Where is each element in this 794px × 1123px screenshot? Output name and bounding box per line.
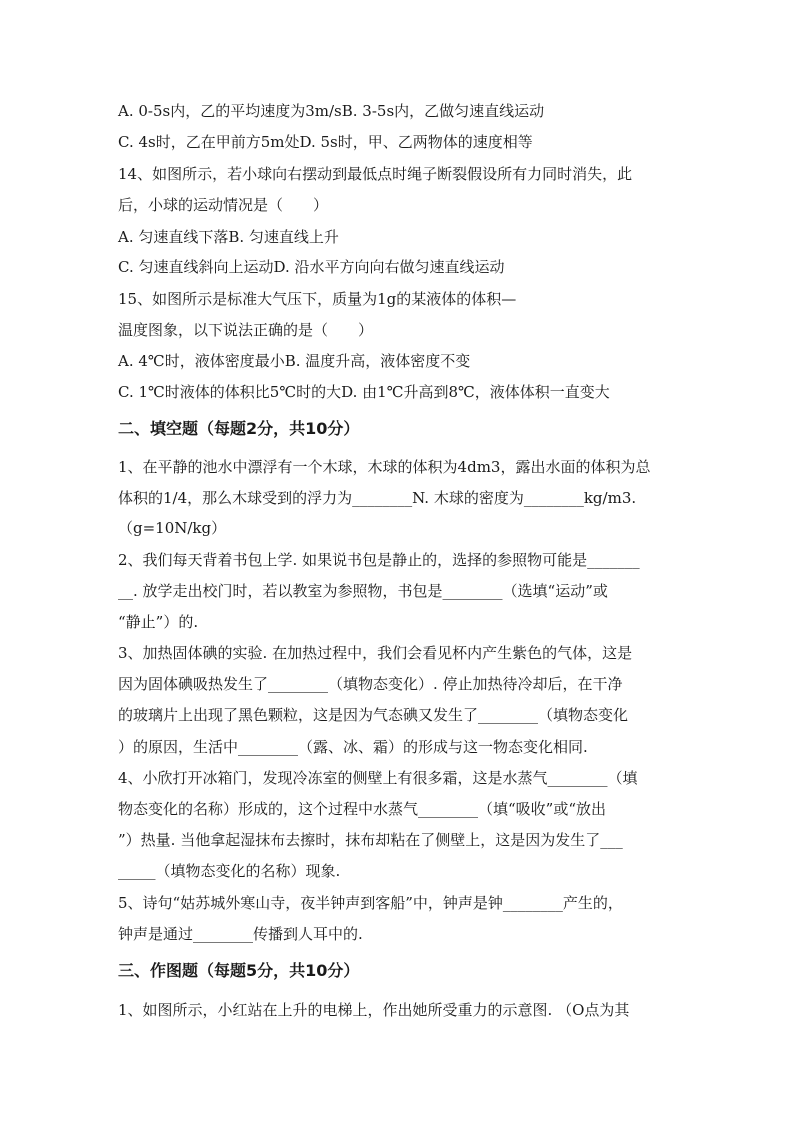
fill-q4-line-1: 4、小欣打开冰箱门，发现冷冻室的侧壁上有很多霜，这是水蒸气________（填 — [118, 769, 638, 787]
fill-q3-line-1: 3、加热固体碘的实验. 在加热过程中，我们会看见杯内产生紫色的气体，这是 — [118, 644, 633, 662]
fill-q1-line-1: 1、在平静的池水中漂浮有一个木球，木球的体积为4dm3，露出水面的体积为总 — [118, 458, 651, 476]
fill-q1-line-2: 体积的1/4，那么木球受到的浮力为________N. 木球的密度为________kg/m3. — [118, 489, 637, 507]
q14-stem-line-1: 14、如图所示，若小球向右摆动到最低点时绳子断裂假设所有力同时消失，此 — [118, 165, 633, 183]
q15-stem-line-1: 15、如图所示是标准大气压下，质量为1g的某液体的体积— — [118, 290, 517, 308]
q13-options-cd: C. 4s时，乙在甲前方5m处D. 5s时，甲、乙两物体的速度相等 — [118, 133, 533, 151]
q13-options-ab: A. 0-5s内，乙的平均速度为3m/sB. 3-5s内，乙做匀速直线运动 — [118, 102, 545, 120]
fill-q2-line-1: 2、我们每天背着书包上学. 如果说书包是静止的，选择的参照物可能是_______ — [118, 551, 640, 569]
q15-options-ab: A. 4℃时，液体密度最小B. 温度升高，液体密度不变 — [118, 352, 471, 370]
q15-stem-line-2: 温度图象，以下说法正确的是（ ） — [118, 321, 374, 339]
q14-options-ab: A. 匀速直线下落B. 匀速直线上升 — [118, 228, 339, 246]
fill-q2-line-2: __. 放学走出校门时，若以教室为参照物，书包是________（选填“运动”或 — [118, 582, 608, 600]
q14-stem-line-2: 后，小球的运动情况是（ ） — [118, 196, 329, 214]
fill-q4-line-3: ”）热量. 当他拿起湿抹布去擦时，抹布却粘在了侧壁上，这是因为发生了___ — [118, 831, 623, 849]
fill-q4-line-4: _____（填物态变化的名称）现象. — [118, 862, 341, 880]
section-heading-fill-blank: 二、填空题（每题2分，共10分） — [118, 419, 360, 438]
fill-q5-line-1: 5、诗句“姑苏城外寒山寺，夜半钟声到客船”中，钟声是钟________产生的， — [118, 894, 623, 912]
drawing-q1-line-1: 1、如图所示，小红站在上升的电梯上，作出她所受重力的示意图. （O点为其 — [118, 1001, 630, 1019]
q14-options-cd: C. 匀速直线斜向上运动D. 沿水平方向向右做匀速直线运动 — [118, 258, 505, 276]
q15-options-cd: C. 1℃时液体的体积比5℃时的大D. 由1℃升高到8℃，液体体积一直变大 — [118, 383, 610, 401]
fill-q3-line-3: 的玻璃片上出现了黑色颗粒，这是因为气态碘又发生了________（填物态变化 — [118, 706, 629, 724]
fill-q3-line-2: 因为固体碘吸热发生了________（填物态变化）. 停止加热待冷却后，在干净 — [118, 675, 623, 693]
fill-q4-line-2: 物态变化的名称）形成的，这个过程中水蒸气________（填“吸收”或“放出 — [118, 800, 607, 818]
fill-q2-line-3: “静止”）的. — [118, 613, 199, 631]
fill-q1-line-3: （g=10N/kg） — [118, 519, 227, 537]
section-heading-drawing: 三、作图题（每题5分，共10分） — [118, 961, 360, 980]
fill-q5-line-2: 钟声是通过________传播到人耳中的. — [118, 925, 363, 943]
fill-q3-line-4: ）的原因，生活中________（露、冰、霜）的形成与这一物态变化相同. — [118, 738, 588, 756]
